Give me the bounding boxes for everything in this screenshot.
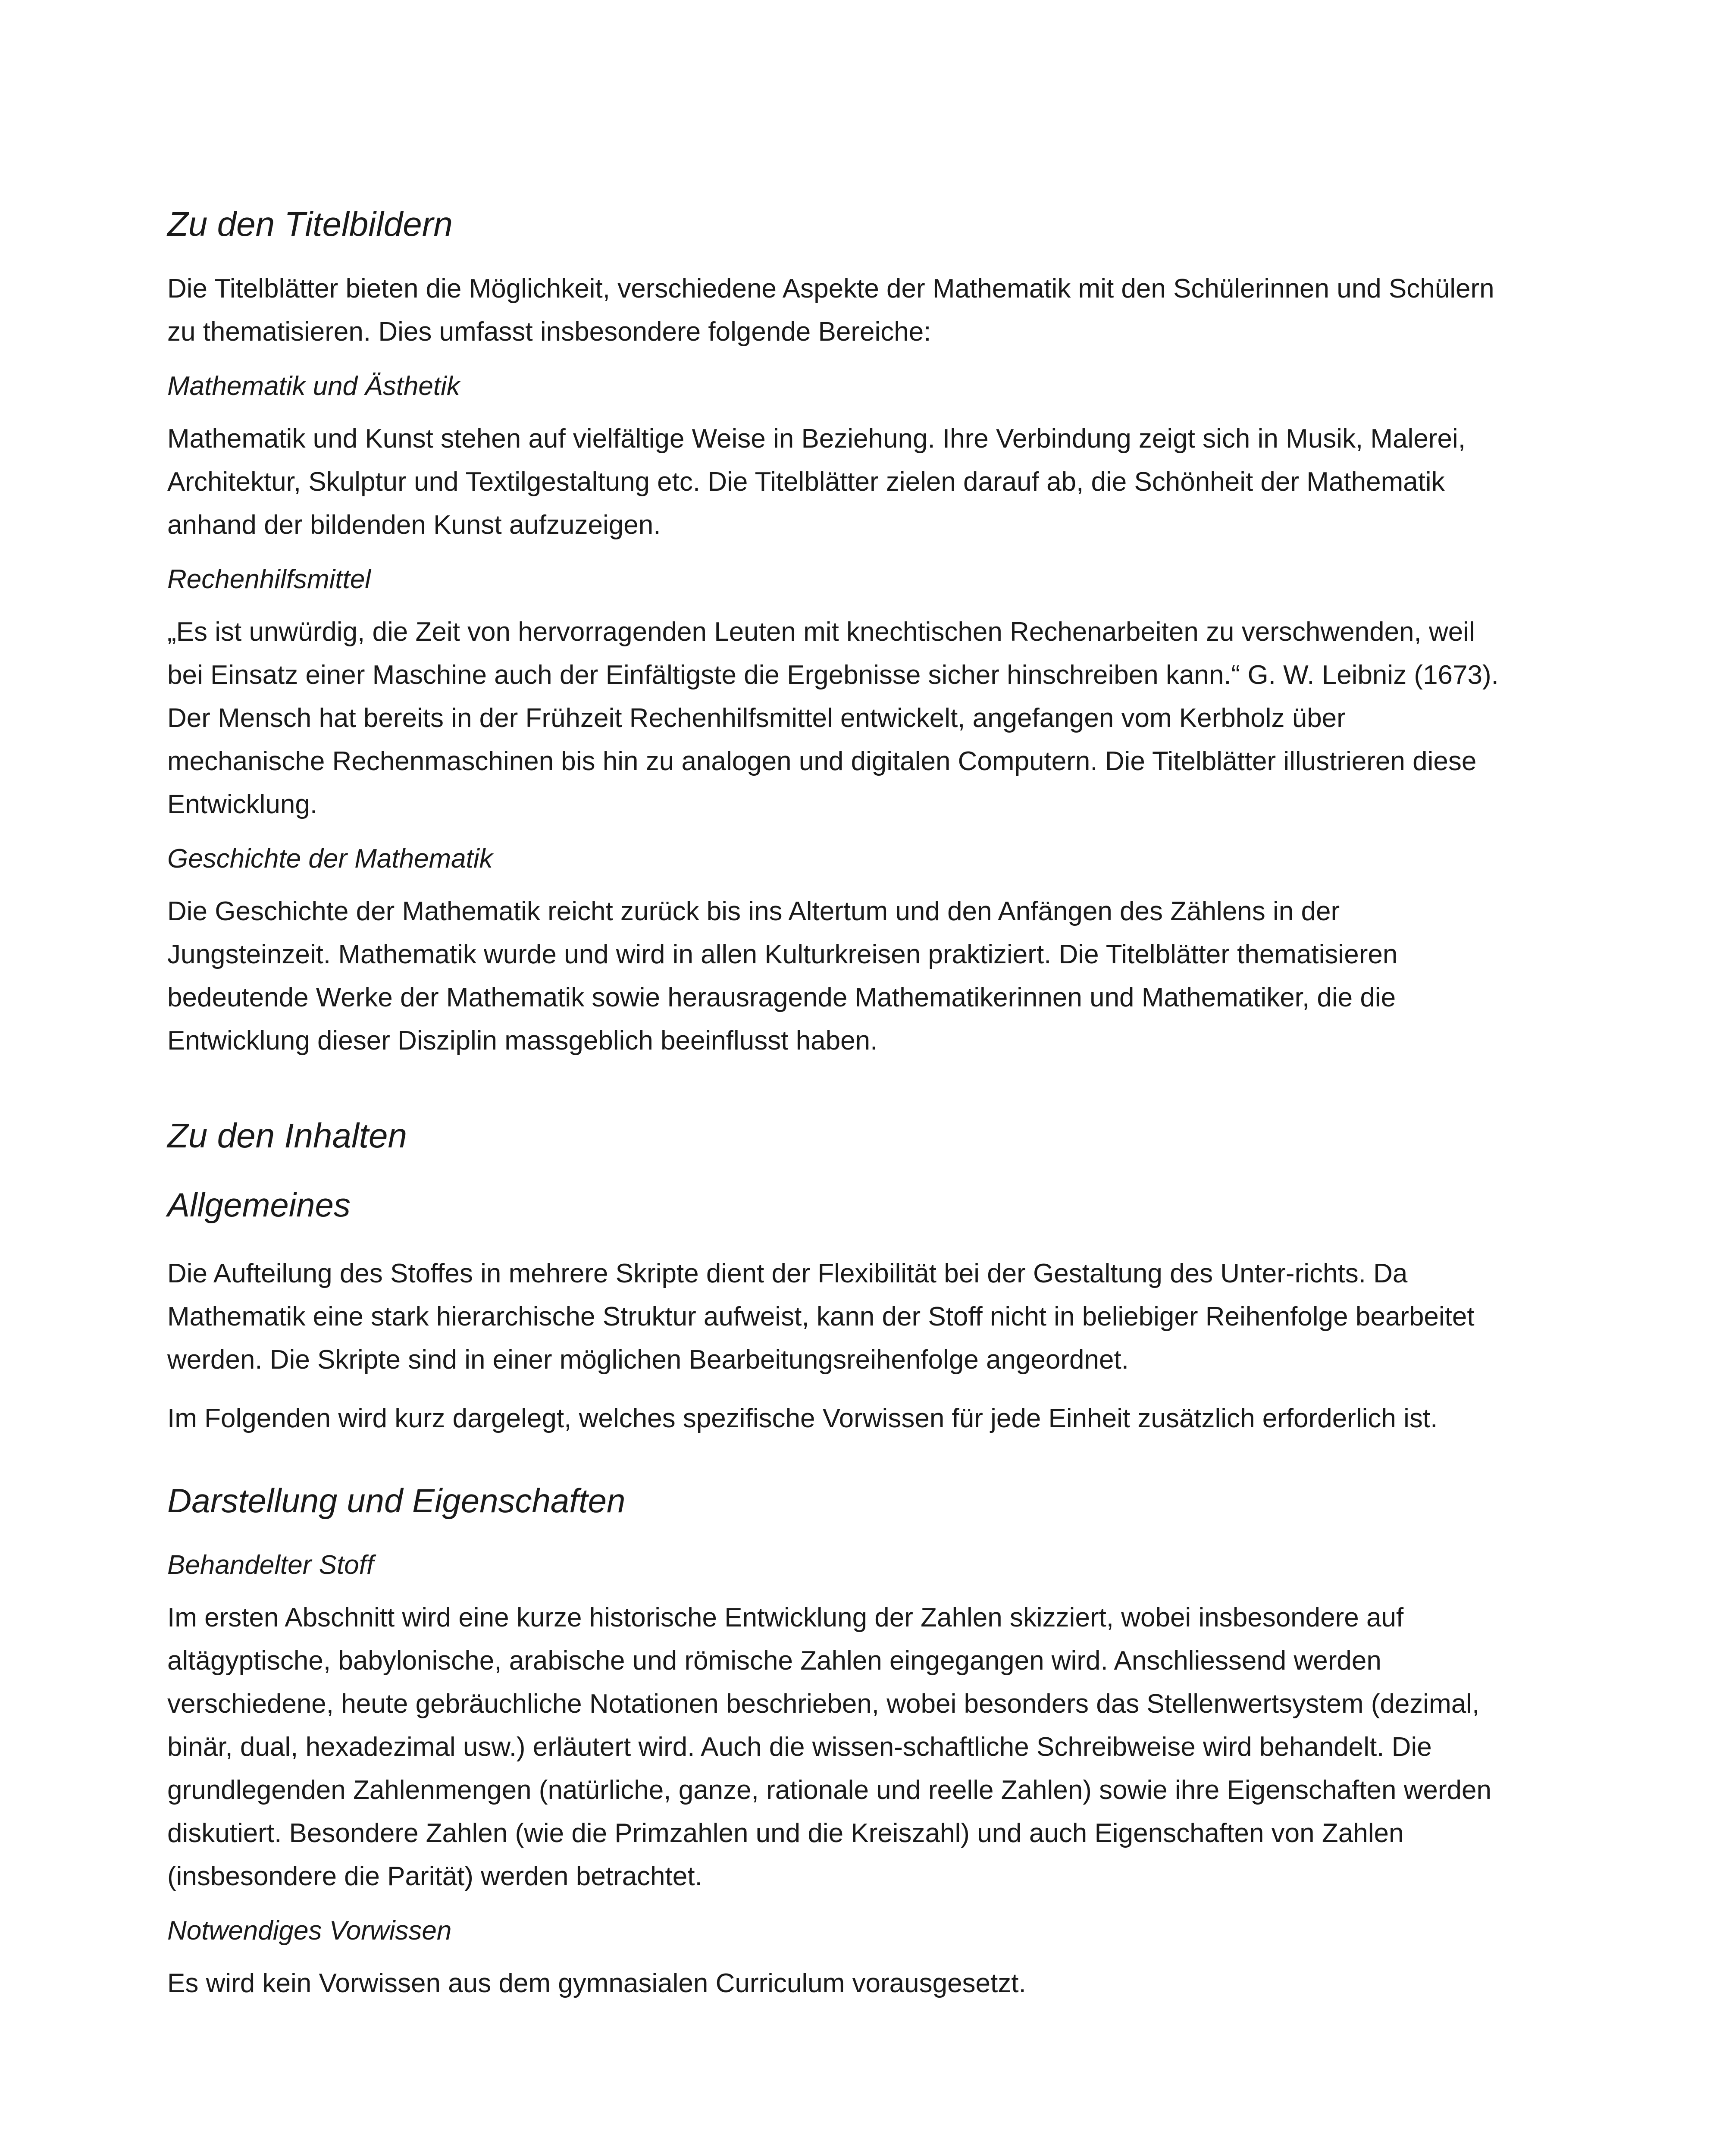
subheading-aesthetik: Mathematik und Ästhetik: [167, 371, 460, 401]
paragraph-vorwissen: Es wird kein Vorwissen aus dem gymnasialen Curriculum vorausgesetzt.: [167, 1968, 1026, 1998]
paragraph-geschichte: Die Geschichte der Mathematik reicht zurück bis ins Altertum und den Anfängen des Zählens in der Jungsteinzeit. Mathematik wurde und wird in allen Kulturkreisen praktiziert. Die Titelblätter thematisieren bedeutende Werke der Mathematik sowie herausragende Mathematikerinnen und Mathematiker, die die Entwicklung dieser Disziplin massgeblich beeinflusst haben.: [167, 896, 1398, 1056]
page-content: [167, 203, 1504, 2021]
section-heading-inhalten: Zu den Inhalten: [167, 1116, 407, 1155]
section-heading-titelbilder: Zu den Titelbildern: [167, 205, 453, 243]
subsection-heading-darstellung: Darstellung und Eigenschaften: [167, 1482, 626, 1520]
subheading-behandelter-stoff: Behandelter Stoff: [167, 1550, 374, 1580]
paragraph-allgemeines-2: Im Folgenden wird kurz dargelegt, welches spezifische Vorwissen für jede Einheit zusätzlich erforderlich ist.: [167, 1404, 1438, 1433]
subheading-rechenhilfsmittel: Rechenhilfsmittel: [167, 564, 371, 594]
paragraph-allgemeines-1: Die Aufteilung des Stoffes in mehrere Skripte dient der Flexibilität bei der Gestaltung des Unter-richts. Da Mathematik eine stark hierarchische Struktur aufweist, kann der Stoff nicht in beliebiger Reihenfolge bearbeitet werden. Die Skripte sind in einer möglichen Bearbeitungsreihenfolge angeordnet.: [167, 1259, 1475, 1375]
paragraph-aesthetik: Mathematik und Kunst stehen auf vielfältige Weise in Beziehung. Ihre Verbindung zeigt sich in Musik, Malerei, Architektur, Skulptur und Textilgestaltung etc. Die Titelblätter zielen darauf ab, die Schönheit der Mathematik anhand der bildenden Kunst aufzuzeigen.: [167, 424, 1466, 540]
subsection-heading-allgemeines: Allgemeines: [167, 1186, 351, 1224]
subheading-vorwissen: Notwendiges Vorwissen: [167, 1916, 452, 1946]
subheading-geschichte: Geschichte der Mathematik: [167, 844, 493, 874]
quote-leibniz: „Es ist unwürdig, die Zeit von hervorragenden Leuten mit knechtischen Rechenarbeiten zu verschwenden, weil bei Einsatz einer Maschine auch der Einfältigste die Ergebnisse sicher hinschreiben kann.“ G. W. Leibniz (1673).: [167, 617, 1499, 690]
paragraph-rechenhilfsmittel: Der Mensch hat bereits in der Frühzeit Rechenhilfsmittel entwickelt, angefangen vom Kerbholz über mechanische Rechenmaschinen bis hin zu analogen und digitalen Computern. Die Titelblätter illustrieren diese Entwicklung.: [167, 703, 1477, 819]
intro-paragraph: Die Titelblätter bieten die Möglichkeit, verschiedene Aspekte der Mathematik mit den Schülerinnen und Schülern zu thematisieren. Dies umfasst insbesondere folgende Bereiche:: [167, 274, 1494, 347]
paragraph-behandelter-stoff: Im ersten Abschnitt wird eine kurze historische Entwicklung der Zahlen skizziert, wobei insbesondere auf altägyptische, babylonische, arabische und römische Zahlen eingegangen wird. Anschliessend werden verschiedene, heute gebräuchliche Notationen beschrieben, wobei besonders das Stellenwertsystem (dezimal, binär, dual, hexadezimal usw.) erläutert wird. Auch die wissen-schaftliche Schreibweise wird behandelt. Die grundlegenden Zahlenmengen (natürliche, ganze, rationale und reelle Zahlen) sowie ihre Eigenschaften werden diskutiert. Besondere Zahlen (wie die Primzahlen und die Kreiszahl) und auch Eigenschaften von Zahlen (insbesondere die Parität) werden betrachtet.: [167, 1603, 1491, 1891]
